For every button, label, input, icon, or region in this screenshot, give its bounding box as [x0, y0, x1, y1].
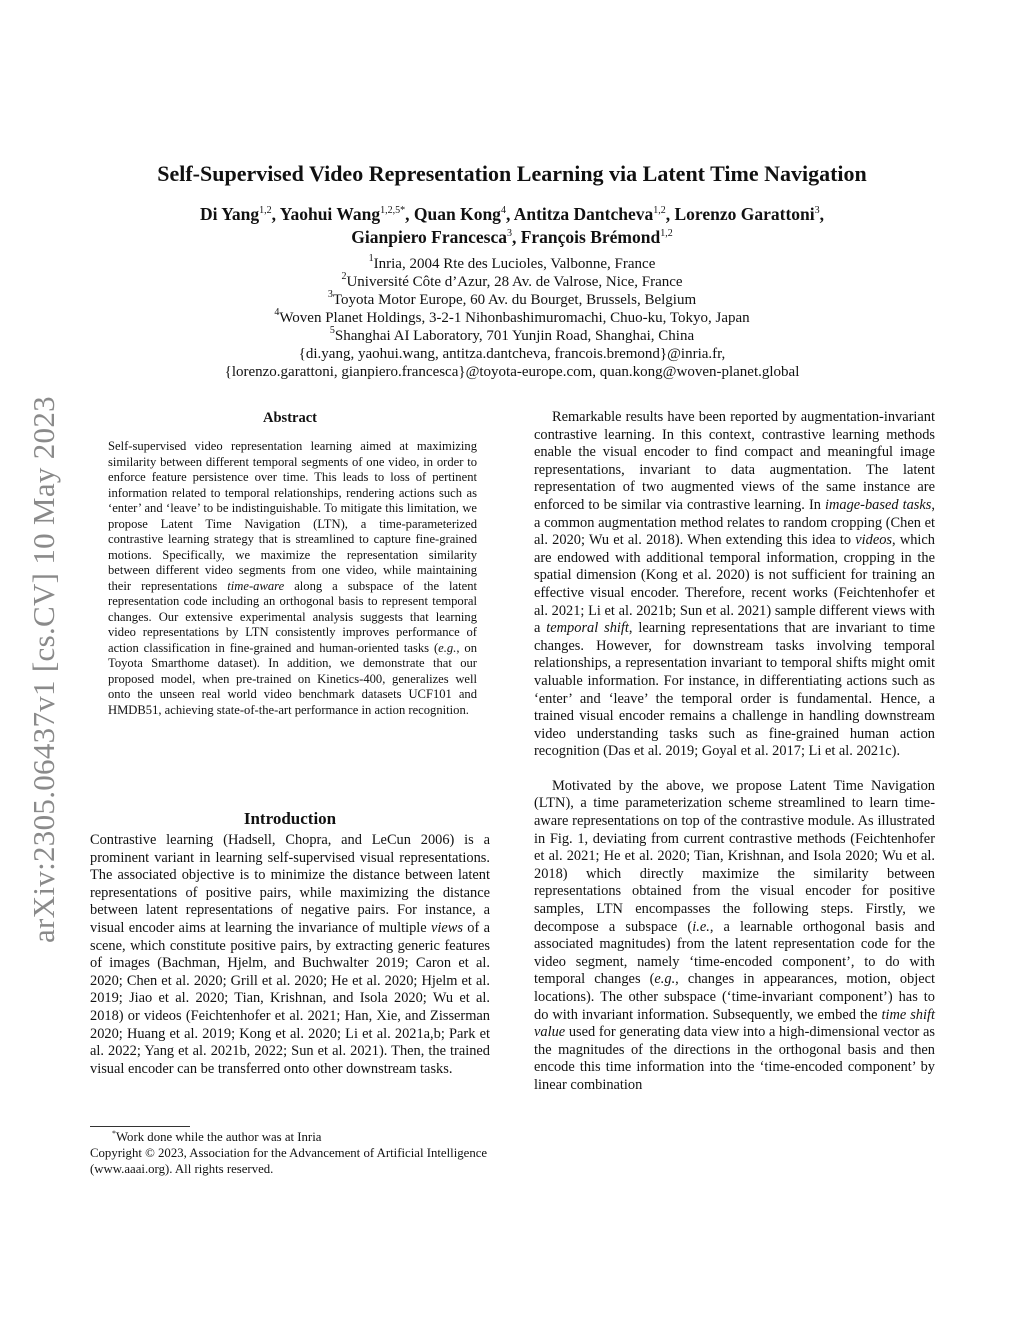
footnote-note — [90, 1129, 490, 1145]
footnote-block — [90, 1129, 490, 1177]
affiliation-sup: 5 — [329, 325, 335, 336]
affiliation-text: Shanghai AI Laboratory, 701 Yunjin Road, Shanghai, China — [334, 328, 695, 344]
affiliation-text: Woven Planet Holdings, 3-2-1 Nihonbashimuromachi, Chuo-ku, Tokyo, Japan — [279, 310, 750, 326]
body-paragraph — [534, 778, 935, 1095]
author-name: Gianpiero Francesca — [351, 227, 507, 247]
affiliation-line — [60, 291, 964, 309]
footnote-divider — [90, 1126, 190, 1127]
introduction-heading: Introduction — [243, 809, 337, 828]
email-line: {di.yang, yaohui.wang, antitza.dantcheva, francois.bremond}@inria.fr, — [298, 346, 726, 362]
abstract-emphasis: time-aware — [227, 578, 285, 593]
body-emphasis: temporal shift — [546, 620, 629, 637]
author-line-1 — [60, 203, 964, 226]
affiliation-text: Toyota Motor Europe, 60 Av. du Bourget, Brussels, Belgium — [332, 292, 697, 308]
affiliation-line — [60, 255, 964, 273]
author-affil-sup: 3 — [814, 205, 820, 216]
intro-text: Contrastive learning (Hadsell, Chopra, and LeCun 2006) is a prominent variant in learning self-supervised visual representations. The associated objective is to minimize the distance between latent representations of positive pairs, while maximizing the distance between latent representations of negative pairs. For instance, a visual encoder aims at learning the invariance of multiple — [90, 832, 490, 936]
affiliation-list — [60, 255, 964, 381]
body-text: Remarkable results have been reported by augmentation-invariant contrastive learning. In this context, contrastive learning methods enable the visual encoder to find compact and meaningful image representations, invariant to data augmentation. The latent representation of two augmented views of the same instance are enforced to be similar via contrastive learning. In — [534, 409, 935, 513]
body-text: , a learnable orthogonal basis and associated magnitudes) from the latent representation code for the video segment, namely ‘time-encoded component’, to do with temporal changes ( — [534, 918, 935, 988]
abstract-body — [108, 439, 477, 718]
arxiv-identifier: arXiv:2305.06437v1 [cs.CV] 10 May 2023 — [26, 396, 61, 943]
right-column — [534, 409, 935, 1095]
author-name: Quan Kong — [413, 204, 501, 224]
affiliation-sup: 1 — [368, 253, 374, 264]
affiliation-text: Inria, 2004 Rte des Lucioles, Valbonne, France — [373, 256, 656, 272]
author-line-2 — [60, 226, 964, 249]
body-text: , which are endowed with additional temporal information, cropping in the spatial dimension (Kong et al. 2020) is not sufficient for training an effective visual encoder. Therefore, recent works (Feichtenhofer et al. 2021; Li et al. 2021b; Sun et al. 2021) sample different views with a — [534, 532, 935, 637]
author-separator: , — [505, 204, 514, 224]
paper-title: Self-Supervised Video Representation Learning via Latent Time Navigation — [157, 161, 867, 186]
affiliation-sup: 3 — [327, 289, 333, 300]
author-affil-sup: 1,2 — [660, 228, 673, 239]
affiliation-sup: 4 — [274, 307, 280, 318]
author-name: François Brémond — [520, 227, 661, 247]
intro-text: of a scene, which constitute positive pairs, by extracting generic features of images (Bachman, Hjelm, and Buchwalter 2019; Caron et al. 2020; Chen et al. 2020; Grill et al. 2020; He et al. 2020; Hjelm et al. 2019; Jiao et al. 2020; Tian, Krishnan, and Isola 2020; Wu et al. 2018) or videos (Feichtenhofer et al. 2021; Han, Xie, and Zisserman 2020; Huang et al. 2019; Kong et al. 2020; Li et al. 2021a,b; Park et al. 2022; Yang et al. 2021b, 2022; Sun et al. 2021). Then, the trained visual encoder can be transferred onto other downstream tasks. — [90, 919, 490, 1077]
email-line: {lorenzo.garattoni, gianpiero.francesca}@toyota-europe.com, quan.kong@woven-planet.global — [224, 364, 800, 380]
body-text: , a common augmentation method relates to random cropping (Chen et al. 2020; Wu et al. 2018). When extending this idea to — [534, 496, 936, 549]
author-list — [60, 203, 964, 249]
body-paragraph — [534, 409, 935, 761]
author-name: Yaohui Wang — [279, 204, 381, 224]
body-text: used for generating data view into a high-dimensional vector as the magnitudes of the directions in the orthogonal basis and then encode this time information into the ‘time-encoded component’ by linear combination — [534, 1024, 935, 1093]
body-text: Motivated by the above, we propose Latent Time Navigation (LTN), a time parameterization scheme streamlined to learn time-aware representations on top of the contrastive module. As illustrated in Fig. 1, deviating from current contrastive methods (Feichtenhofer et al. 2021; He et al. 2020; Tian, Krishnan, and Isola 2020; Wu et al. 2018) which directly maximize the similarity between representations obtained from the visual encoder for positive samples, LTN encompasses the following steps. Firstly, we decompose a subspace ( — [534, 777, 935, 935]
introduction-body — [90, 832, 490, 1078]
author-affil-sup: 1,2 — [259, 205, 272, 216]
abstract-text: Self-supervised video representation learning aimed at maximizing similarity between different temporal segments of one video, in order to enforce feature persistence over time. This leads to loss of pertinent information related to temporal relationships, rendering actions such as ‘enter’ and ‘leave’ to be indistinguishable. To mitigate this limitation, we propose Latent Time Navigation (LTN), a time-parameterized contrastive learning strategy that is streamlined to capture fine-grained motions. Specifically, we maximize the representation similarity between different video segments from one video, while maintaining their representations — [108, 439, 477, 593]
abstract-emphasis: e.g. — [438, 640, 457, 655]
affiliation-sup: 2 — [341, 271, 347, 282]
intro-emphasis: views — [430, 919, 463, 936]
body-emphasis: image-based tasks — [825, 496, 932, 513]
copyright-notice: Copyright © 2023, Association for the Advancement of Artificial Intelligence (www.aaai.org). All rights reserved. — [90, 1146, 488, 1176]
author-affil-sup: 4 — [500, 205, 506, 216]
author-separator: , — [819, 204, 825, 224]
footnote-text: Work done while the author was at Inria — [116, 1130, 322, 1144]
body-emphasis: videos — [855, 532, 893, 549]
author-name: Antitza Dantcheva — [513, 204, 654, 224]
footnote-mark: * — [112, 1129, 116, 1138]
author-affil-sup: 3 — [506, 228, 512, 239]
author-separator: , — [271, 204, 280, 224]
body-text: , changes in appearances, motion, object locations). The other subspace (‘time-invariant component’) has to do with invariant information. Subsequently, we embed the — [534, 971, 935, 1023]
body-text: , learning representations that are invariant to time changes. However, for downstream tasks involving temporal relationships, a representation invariant to temporal shifts might omit valuable information. For instance, in differentiating actions such as ‘enter’ and ‘leave’ the temporal order is fundamental. Hence, a trained visual encoder remains a challenge in handling downstream video understanding tasks such as fine-grained human action recognition (Das et al. 2019; Goyal et al. 2017; Li et al. 2021c). — [534, 620, 935, 760]
author-name: Lorenzo Garattoni — [674, 204, 815, 224]
abstract-text: along a subspace of the latent representation code including an orthogonal basis to represent temporal changes. Our extensive experimental analysis suggests that learning video representations by LTN consistently improves performance of action classification in fine-grained and human-oriented tasks ( — [108, 578, 478, 655]
author-affil-sup: 1,2 — [653, 205, 666, 216]
author-name: Di Yang — [199, 204, 260, 224]
affiliation-text: Université Côte d’Azur, 28 Av. de Valrose, Nice, France — [346, 274, 683, 290]
affiliation-line — [60, 273, 964, 291]
author-separator: , — [665, 204, 675, 224]
affiliation-line — [60, 309, 964, 327]
body-emphasis: e.g. — [654, 971, 676, 988]
author-separator: , — [511, 227, 521, 247]
author-affil-sup: 1,2,5* — [380, 205, 406, 216]
author-separator: , — [405, 204, 414, 224]
body-emphasis: time shift value — [534, 1006, 936, 1041]
abstract-heading: Abstract — [263, 410, 317, 426]
abstract-text: , on Toyota Smarthome dataset). In addition, we demonstrate that our proposed model, when pre-trained on Kinetics-400, generalizes well onto the unseen real world video benchmark datasets UCF101 and HMDB51, achieving state-of-the-art performance in action recognition. — [108, 640, 478, 717]
affiliation-line — [60, 327, 964, 345]
body-emphasis: i.e. — [692, 918, 710, 935]
